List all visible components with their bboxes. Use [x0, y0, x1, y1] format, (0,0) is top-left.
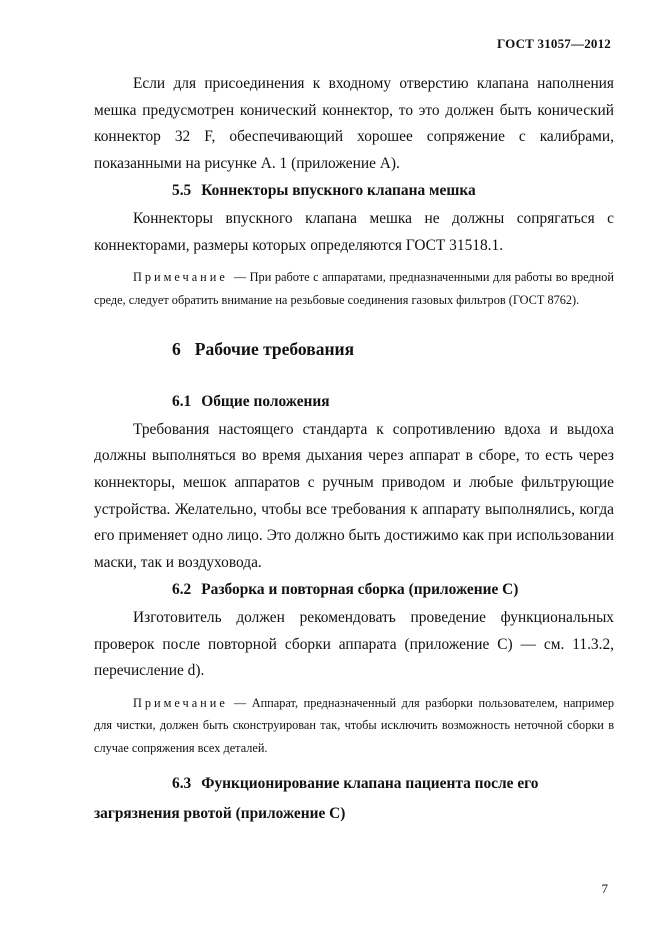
section-number: 6.3	[172, 775, 192, 793]
section-heading-6-1	[94, 389, 614, 416]
section-number: 6.1	[172, 393, 192, 411]
note-harmful-environment	[94, 266, 614, 311]
section-title: Рабочие требования	[194, 339, 355, 360]
paragraph-inlet-connectors: Коннекторы впускного клапана мешка не должны сопрягаться с коннекторами, размеры которых определяются ГОСТ 31518.1.	[94, 209, 614, 254]
paragraph-functional-checks: Изготовитель должен рекомендовать проведение функциональных проверок после повторной сборки аппарата (приложение С) — см. 11.3.2, перечисление d).	[94, 608, 614, 680]
section-heading-6-3	[94, 769, 614, 829]
page-number: 7	[601, 881, 608, 896]
paragraph-bag-connector: Если для присоединения к входному отверстию клапана наполнения мешка предусмотрен конический коннектор, то это должен быть конический коннектор 32 F, обеспечивающий хорошее сопряжение с калибрами, показанными на рисунке А. 1 (приложение А).	[94, 75, 614, 172]
section-title: Разборка и повторная сборка (приложение С)	[201, 581, 519, 599]
note-text: — При работе с аппаратами, предназначенными для работы во вредной среде, следует обратить внимание на резьбовые соединения газовых фильтров (ГОСТ 8762).	[94, 270, 614, 307]
note-label: Примечание	[133, 695, 228, 710]
section-heading-6-2	[94, 577, 614, 604]
section-title: Общие положения	[201, 393, 330, 411]
section-heading-6	[94, 336, 614, 362]
section-number: 6	[172, 339, 181, 360]
section-title: Функционирование клапана пациента после его загрязнения рвотой (приложение С)	[94, 775, 539, 823]
standard-header: ГОСТ 31057—2012	[496, 36, 611, 51]
section-number: 5.5	[172, 182, 192, 200]
section-title: Коннекторы впускного клапана мешка	[201, 182, 476, 200]
page-content	[94, 71, 614, 829]
section-heading-5-5	[94, 178, 614, 205]
note-label: Примечание	[133, 270, 228, 285]
section-number: 6.2	[172, 581, 192, 599]
note-text: — Аппарат, предназначенный для разборки пользователем, например для чистки, должен быть сконструирован так, чтобы исключить возможность неточной сборки в случае сопряжения всех деталей.	[94, 695, 614, 755]
note-disassembly	[94, 692, 614, 760]
paragraph-general-requirements: Требования настоящего стандарта к сопротивлению вдоха и выдоха должны выполняться во время дыхания через аппарат в сборе, то есть через коннекторы, мешок аппаратов с ручным приводом и любые фильтрующие устройства. Желательно, чтобы все требования к аппарату выполнялись, когда его применяет одно лицо. Это должно быть достижимо как при использовании маски, так и воздуховода.	[94, 420, 614, 571]
